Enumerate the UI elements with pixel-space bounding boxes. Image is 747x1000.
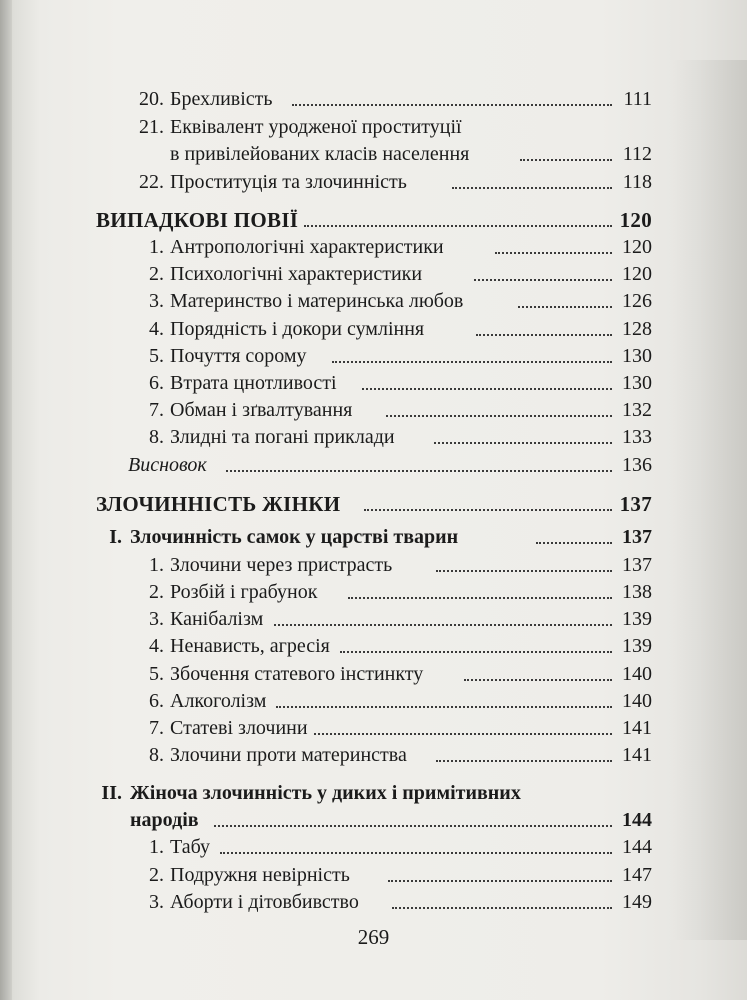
toc-entry-title: Злочини через пристрасть bbox=[170, 554, 393, 576]
toc-entry bbox=[0, 687, 652, 715]
toc-entry-title: Обман і зґвалтування bbox=[170, 399, 353, 421]
toc-entry-number: 2. bbox=[149, 864, 164, 886]
dot-leader bbox=[276, 706, 612, 708]
dot-leader bbox=[226, 470, 612, 472]
toc-entry bbox=[0, 260, 652, 288]
dot-leader bbox=[436, 760, 612, 762]
toc-entry-number: 5. bbox=[149, 345, 164, 367]
toc-entry-title: в привілейованих класів населення bbox=[170, 143, 470, 165]
toc-entry-page: 138 bbox=[622, 581, 652, 603]
dot-leader bbox=[364, 509, 612, 511]
toc-entry bbox=[0, 578, 652, 606]
toc-entry-title: Подружня невірність bbox=[170, 864, 350, 886]
dot-leader bbox=[464, 679, 612, 681]
toc-entry-title: Брехливість bbox=[170, 88, 273, 110]
dot-leader bbox=[536, 542, 612, 544]
toc-entry-number: 1. bbox=[149, 554, 164, 576]
toc-entry-number: 5. bbox=[149, 663, 164, 685]
toc-entry-number: 8. bbox=[149, 426, 164, 448]
toc-entry bbox=[0, 423, 652, 451]
toc-entry bbox=[0, 396, 652, 424]
toc-entry bbox=[0, 140, 652, 168]
toc-entry-number: 8. bbox=[149, 744, 164, 766]
toc-section-heading bbox=[0, 206, 652, 234]
toc-entry-title: Висновок bbox=[128, 454, 207, 476]
toc-entry bbox=[0, 113, 652, 141]
toc-entry-title: Почуття сорому bbox=[170, 345, 307, 367]
toc-entry-page: 128 bbox=[622, 318, 652, 340]
toc-entry-number: 2. bbox=[149, 581, 164, 603]
toc-subsection-heading bbox=[0, 779, 652, 807]
toc-entry-title: Канібалізм bbox=[170, 608, 264, 630]
toc-entry-number: 2. bbox=[149, 263, 164, 285]
toc-entry-title: Злидні та погані приклади bbox=[170, 426, 395, 448]
dot-leader bbox=[314, 733, 612, 735]
toc-entry bbox=[0, 632, 652, 660]
toc-entry bbox=[0, 369, 652, 397]
toc-entry-number: 7. bbox=[149, 717, 164, 739]
dot-leader bbox=[520, 159, 612, 161]
toc-entry bbox=[0, 714, 652, 742]
dot-leader bbox=[495, 252, 612, 254]
dot-leader bbox=[214, 825, 612, 827]
toc-entry-title: ВИПАДКОВІ ПОВІЇ bbox=[96, 208, 299, 232]
toc-section-heading bbox=[0, 490, 652, 518]
toc-entry-page: 140 bbox=[622, 663, 652, 685]
dot-leader bbox=[332, 361, 612, 363]
toc-entry-page: 137 bbox=[622, 526, 652, 548]
toc-entry-page: 137 bbox=[622, 554, 652, 576]
toc-entry bbox=[0, 287, 652, 315]
toc-entry-page: 147 bbox=[622, 864, 652, 886]
toc-entry bbox=[0, 741, 652, 769]
dot-leader bbox=[220, 852, 612, 854]
dot-leader bbox=[362, 388, 612, 390]
toc-entry-title: Порядність і докори сумління bbox=[170, 318, 425, 340]
toc-entry-number: 1. bbox=[149, 836, 164, 858]
toc-entry-title: Розбій і грабунок bbox=[170, 581, 318, 603]
toc-entry-title: Антропологічні характеристики bbox=[170, 236, 444, 258]
toc-entry-number: 20. bbox=[139, 88, 164, 110]
toc-entry bbox=[0, 833, 652, 861]
dot-leader bbox=[304, 225, 612, 227]
toc-entry bbox=[0, 315, 652, 343]
toc-entry-page: 139 bbox=[622, 608, 652, 630]
toc-entry-title: народів bbox=[130, 809, 199, 831]
toc-entry-page: 130 bbox=[622, 372, 652, 394]
toc-entry-title: Втрата цнотливості bbox=[170, 372, 337, 394]
toc-entry-page: 132 bbox=[622, 399, 652, 421]
toc-entry bbox=[0, 85, 652, 113]
toc-entry bbox=[0, 342, 652, 370]
toc-entry-page: 141 bbox=[622, 744, 652, 766]
toc-entry-page: 144 bbox=[622, 836, 652, 858]
toc-entry bbox=[0, 660, 652, 688]
toc-entry-title: Злочини проти материнства bbox=[170, 744, 407, 766]
toc-entry-page: 144 bbox=[622, 809, 652, 831]
dot-leader bbox=[292, 104, 612, 106]
toc-entry-number: 4. bbox=[149, 318, 164, 340]
dot-leader bbox=[392, 907, 612, 909]
toc-entry bbox=[0, 888, 652, 916]
dot-leader bbox=[476, 334, 612, 336]
toc-entry-title: ЗЛОЧИННІСТЬ ЖІНКИ bbox=[96, 492, 341, 516]
toc-entry-title: Аборти і дітовбивство bbox=[170, 891, 359, 913]
dot-leader bbox=[434, 442, 612, 444]
toc-entry-page: 120 bbox=[622, 263, 652, 285]
toc-entry-number: 3. bbox=[149, 290, 164, 312]
toc-entry bbox=[0, 451, 652, 479]
toc-entry-page: 149 bbox=[622, 891, 652, 913]
dot-leader bbox=[340, 651, 612, 653]
toc-entry-page: 139 bbox=[622, 635, 652, 657]
toc-entry-number: 3. bbox=[149, 608, 164, 630]
toc-entry-title: Табу bbox=[170, 836, 211, 858]
toc-entry-title: Алкоголізм bbox=[170, 690, 267, 712]
toc-entry bbox=[0, 168, 652, 196]
toc-entry-page: 118 bbox=[622, 171, 652, 193]
toc-entry-page: 133 bbox=[622, 426, 652, 448]
toc-entry-title: Ненависть, агресія bbox=[170, 635, 330, 657]
dot-leader bbox=[474, 279, 612, 281]
toc-entry-number: 1. bbox=[149, 236, 164, 258]
dot-leader bbox=[388, 880, 612, 882]
toc-entry-page: 130 bbox=[622, 345, 652, 367]
toc-entry bbox=[0, 233, 652, 261]
page-number: 269 bbox=[357, 925, 390, 949]
toc-entry-page: 111 bbox=[623, 88, 652, 110]
toc-entry-number: 6. bbox=[149, 372, 164, 394]
toc-entry-page: 112 bbox=[622, 143, 652, 165]
toc-entry-number: I. bbox=[109, 526, 122, 548]
dot-leader bbox=[452, 187, 612, 189]
toc-entry-page: 120 bbox=[619, 208, 652, 232]
dot-leader bbox=[436, 570, 612, 572]
dot-leader bbox=[348, 597, 612, 599]
toc-entry-page: 120 bbox=[622, 236, 652, 258]
toc-entry-title: Еквівалент уродженої проституції bbox=[170, 116, 462, 138]
toc-entry-page: 136 bbox=[622, 454, 652, 476]
toc-entry-number: 3. bbox=[149, 891, 164, 913]
toc-entry bbox=[0, 861, 652, 889]
toc-entry-title: Статеві злочини bbox=[170, 717, 308, 739]
dot-leader bbox=[386, 415, 612, 417]
toc-entry-page: 137 bbox=[619, 492, 652, 516]
toc-subsection-heading bbox=[0, 806, 652, 834]
toc-entry-number: II. bbox=[101, 782, 122, 804]
toc-entry-number: 6. bbox=[149, 690, 164, 712]
toc-entry bbox=[0, 605, 652, 633]
toc-entry-title: Жіноча злочинність у диких і примітивних bbox=[130, 782, 521, 804]
toc-entry-number: 4. bbox=[149, 635, 164, 657]
toc-entry-number: 22. bbox=[139, 171, 164, 193]
toc-entry-number: 7. bbox=[149, 399, 164, 421]
toc-entry-title: Проституція та злочинність bbox=[170, 171, 407, 193]
toc-entry-title: Злочинність самок у царстві тварин bbox=[130, 526, 459, 548]
toc-subsection-heading bbox=[0, 523, 652, 551]
toc-entry-number: 21. bbox=[139, 116, 164, 138]
toc-entry-title: Психологічні характеристики bbox=[170, 263, 423, 285]
dot-leader bbox=[274, 624, 612, 626]
toc-entry-title: Материнство і материнська любов bbox=[170, 290, 464, 312]
toc-entry-page: 140 bbox=[622, 690, 652, 712]
toc-entry-page: 141 bbox=[622, 717, 652, 739]
toc-entry-title: Збочення статевого інстинкту bbox=[170, 663, 424, 685]
toc-entry bbox=[0, 551, 652, 579]
toc-entry-page: 126 bbox=[622, 290, 652, 312]
dot-leader bbox=[518, 306, 612, 308]
